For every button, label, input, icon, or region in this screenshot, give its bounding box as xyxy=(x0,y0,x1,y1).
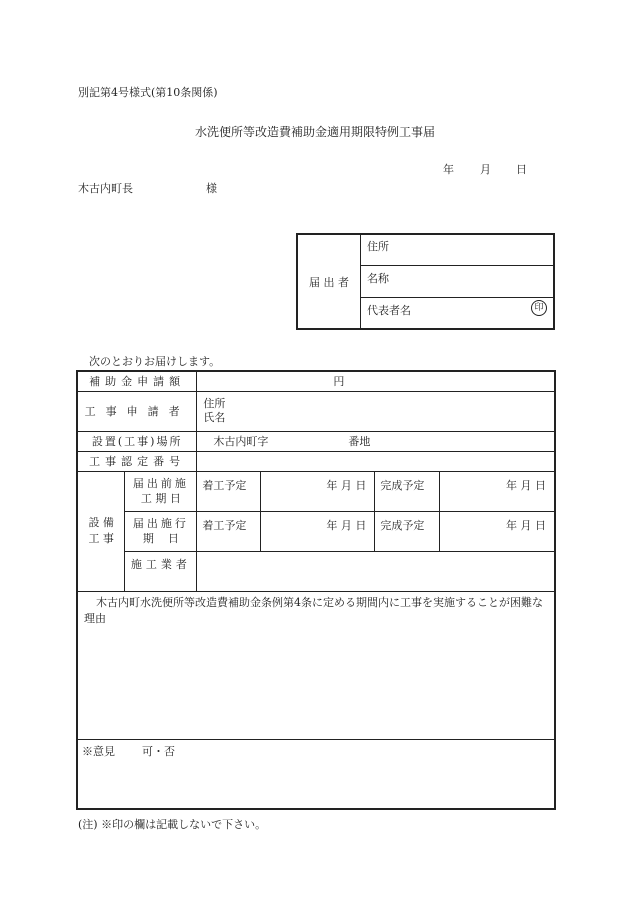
table-row xyxy=(77,591,555,739)
before-label: 届出前施 工 期 日 xyxy=(125,471,197,511)
representative-label: 代表者名 xyxy=(367,304,411,317)
subsidy-amount-label: 補助金申請額 xyxy=(77,371,197,391)
after-label: 届出施行 期 日 xyxy=(125,511,197,551)
contractor-label: 施工業者 xyxy=(125,551,197,591)
requester-cell[interactable] xyxy=(197,391,555,431)
applicant-address-label: 住所 xyxy=(367,240,389,253)
date-month: 月 xyxy=(480,163,491,176)
location-value[interactable] xyxy=(197,431,555,451)
approval-number-value[interactable] xyxy=(197,451,555,471)
after-completion-label: 完成予定 xyxy=(375,511,440,551)
opinion-value: 可・否 xyxy=(142,744,175,758)
seal-mark: 印 xyxy=(531,300,547,316)
table-row xyxy=(77,371,555,391)
table-row xyxy=(77,739,555,809)
approval-number-label: 工事認定番号 xyxy=(77,451,197,471)
after-completion-date[interactable]: 年 月 日 xyxy=(440,511,555,551)
applicant-box xyxy=(296,233,555,330)
subsidy-amount-value[interactable]: 円 xyxy=(197,371,555,391)
contractor-value[interactable] xyxy=(197,551,555,591)
requester-name: 氏名 xyxy=(203,411,226,424)
table-row xyxy=(77,391,555,431)
location-prefix: 木古内町字 xyxy=(213,435,269,448)
divider xyxy=(360,297,553,298)
before-completion-label: 完成予定 xyxy=(375,471,440,511)
date-year: 年 xyxy=(443,163,454,176)
opinion-cell[interactable] xyxy=(77,739,555,809)
form-title: 水洗便所等改造費補助金適用期限特例工事届 xyxy=(194,125,435,139)
divider xyxy=(360,265,553,266)
applicant-name-label: 名称 xyxy=(367,272,389,285)
after-start-date[interactable]: 年 月 日 xyxy=(261,511,375,551)
opinion-label: ※意見 xyxy=(82,744,115,758)
requester-address: 住所 xyxy=(203,397,226,410)
footnote: (注) ※印の欄は記載しないで下さい。 xyxy=(78,818,267,831)
form-number: 別記第4号様式(第10条関係) xyxy=(78,86,218,99)
location-suffix: 番地 xyxy=(348,435,371,448)
honorific: 様 xyxy=(206,182,217,195)
main-table xyxy=(76,370,556,810)
location-label: 設置(工事)場所 xyxy=(77,431,197,451)
before-completion-date[interactable]: 年 月 日 xyxy=(440,471,555,511)
before-start-label: 着工予定 xyxy=(197,471,261,511)
applicant-label: 届 出 者 xyxy=(309,275,349,289)
table-row xyxy=(77,431,555,451)
table-row xyxy=(77,451,555,471)
before-start-date[interactable]: 年 月 日 xyxy=(261,471,375,511)
table-row xyxy=(77,551,555,591)
applicant-label-cell xyxy=(298,235,361,328)
addressee: 木古内町長 xyxy=(78,182,133,195)
facility-label: 設 備 工 事 xyxy=(77,471,125,591)
table-row xyxy=(77,471,555,511)
date-day: 日 xyxy=(516,163,527,176)
table-row xyxy=(77,511,555,551)
after-start-label: 着工予定 xyxy=(197,511,261,551)
intro-text: 次のとおりお届けします。 xyxy=(89,355,221,368)
reason-cell[interactable]: 木古内町水洗便所等改造費補助金条例第4条に定める期間内に工事を実施することが困難な理由 xyxy=(77,591,555,739)
requester-label: 工事申請者 xyxy=(77,391,197,431)
